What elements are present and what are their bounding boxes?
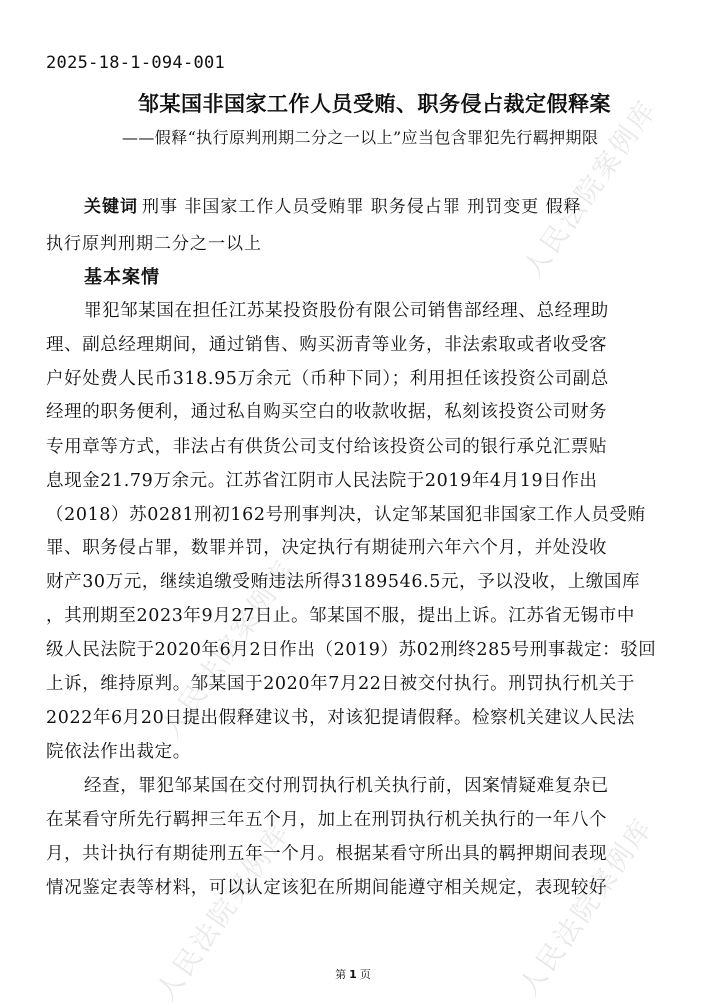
body-text-line: ，其刑期至2023年9月27日止。邹某国不服，提出上诉。江苏省无锡市中	[46, 606, 635, 626]
body-text-line: 罪犯邹某国在担任江苏某投资股份有限公司销售部经理、总经理助	[84, 301, 609, 321]
page-number: 1	[349, 968, 357, 981]
watermark: 人民法院案例库	[517, 93, 664, 284]
body-text-line: 经理的职务便利，通过私自购买空白的收款收据，私刻该投资公司财务	[46, 402, 608, 422]
keywords-text: 刑事 非国家工作人员受贿罪 职务侵占罪 刑罚变更 假释	[142, 197, 582, 217]
body-text-line: 户好处费人民币318.95万余元（币种下同）；利用担任该投资公司副总	[46, 369, 609, 389]
page-subtitle: ——假释“执行原判刑期二分之一以上”应当包含罪犯先行羁押期限	[122, 128, 599, 147]
footer-prefix: 第	[335, 968, 347, 981]
section-heading: 基本案情	[84, 267, 160, 288]
keywords-text-continued: 执行原判刑期二分之一以上	[46, 234, 262, 254]
body-text-line: 情况鉴定表等材料，可以认定该犯在所期间能遵守相关规定，表现较好	[46, 878, 608, 898]
body-text-line: 财产30万元，继续追缴受贿违法所得3189546.5元，予以没收，上缴国库	[46, 572, 641, 592]
body-text-line: 院依法作出裁定。	[46, 742, 191, 762]
footer-suffix: 页	[359, 968, 371, 981]
watermark: 人民法院案例库	[513, 811, 660, 1002]
case-number: 2025-18-1-094-001	[46, 53, 226, 73]
body-text-line: 在某看守所先行羁押三年五个月，加上在刑罚执行机关执行的一年八个	[46, 810, 608, 830]
keywords-line	[84, 192, 582, 217]
body-text-line: 专用章等方式，非法占有供货公司支付给该投资公司的银行承兑汇票贴	[46, 437, 608, 457]
body-text-line: 上诉，维持原判。邹某国于2020年7月22日被交付执行。刑罚执行机关于	[46, 674, 635, 694]
page-footer	[0, 966, 706, 982]
watermark: 人民法院案例库	[155, 553, 302, 744]
body-text-line: 月，共计执行有期徒刑五年一个月。根据某看守所出具的羁押期间表现	[46, 844, 608, 864]
body-text-line: （2018）苏0281刑初162号刑事判决，认定邹某国犯非国家工作人员受贿	[46, 505, 646, 525]
page-title: 邹某国非国家工作人员受贿、职务侵占裁定假释案	[138, 91, 611, 116]
body-text-line: 息现金21.79万余元。江苏省江阴市人民法院于2019年4月19日作出	[46, 471, 598, 491]
body-text-line: 经查，罪犯邹某国在交付刑罚执行机关执行前，因案情疑难复杂已	[84, 776, 609, 796]
body-text-line: 级人民法院于2020年6月2日作出（2019）苏02刑终285号刑事裁定：驳回	[46, 640, 657, 660]
body-text-line: 罪、职务侵占罪，数罪并罚，决定执行有期徒刑六年六个月，并处没收	[46, 538, 608, 558]
keywords-label: 关键词	[84, 197, 138, 217]
watermark: 人民法院案例库	[150, 816, 297, 1007]
body-text-line: 理、副总经理期间，通过销售、购买沥青等业务，非法索取或者收受客	[46, 335, 608, 355]
body-text-line: 2022年6月20日提出假释建议书，对该犯提请假释。检察机关建议人民法	[46, 708, 635, 728]
